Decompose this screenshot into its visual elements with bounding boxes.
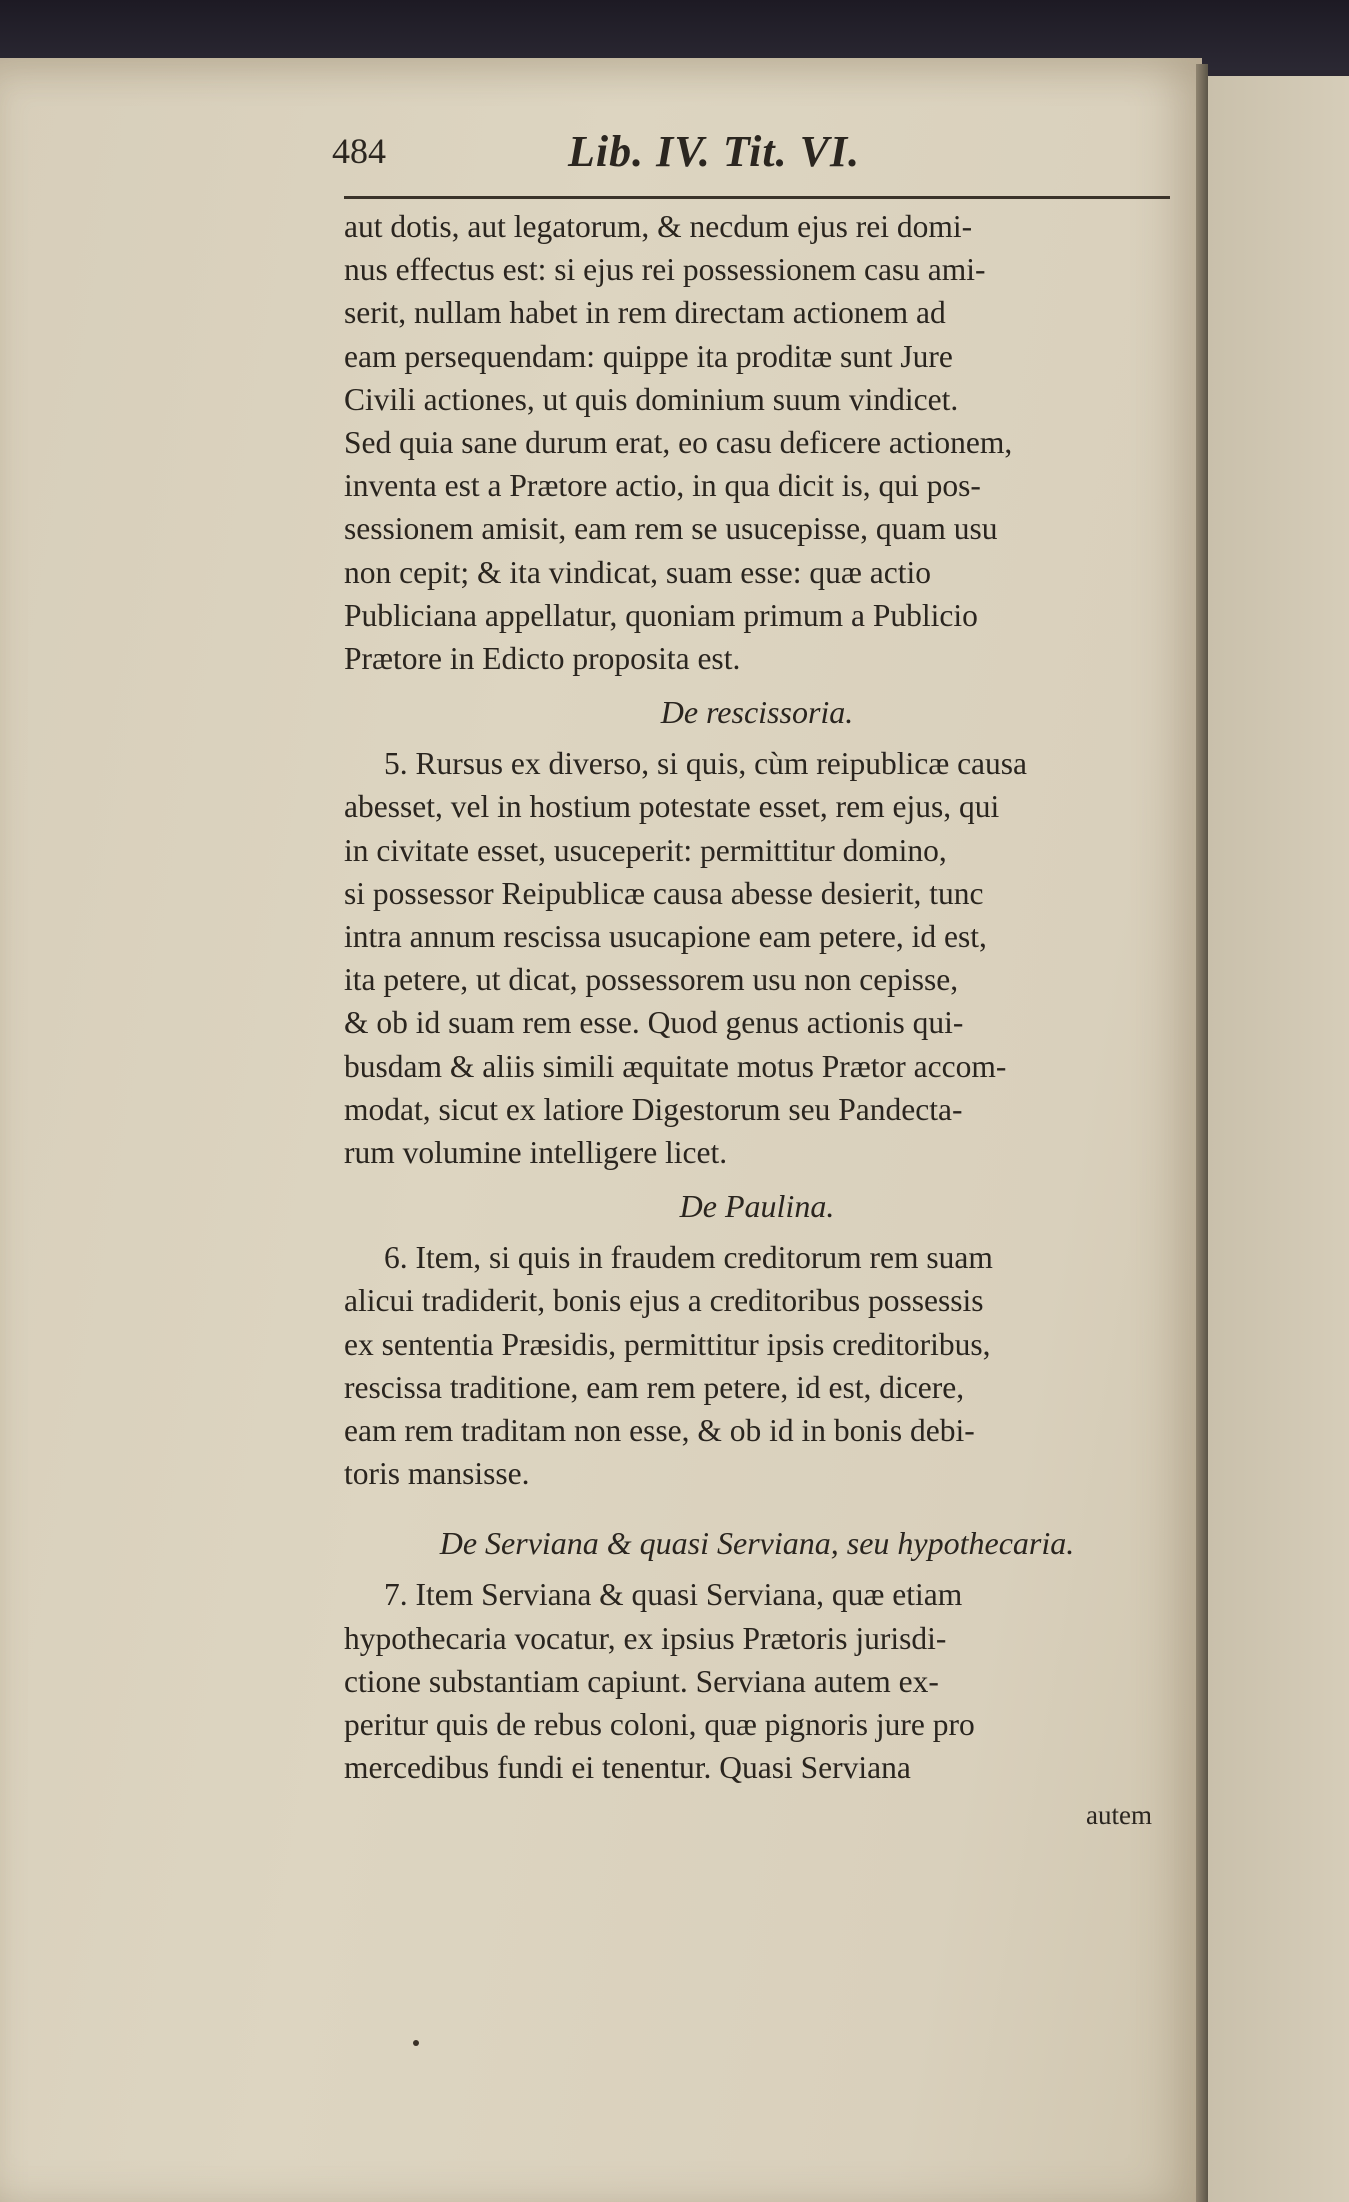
text-line: intra annum rescissa usucapione eam petere, id est,	[344, 919, 987, 955]
body-text	[344, 205, 1170, 1790]
text-line: toris mansisse.	[344, 1456, 530, 1492]
running-head	[332, 126, 1172, 186]
text-line: rum volumine intelligere licet.	[344, 1135, 728, 1171]
paragraph-serviana	[344, 1573, 1170, 1789]
text-line: & ob id suam rem esse. Quod genus actionis qui-	[344, 1005, 964, 1041]
paragraph-paulina	[344, 1236, 1170, 1495]
running-title: Lib. IV. Tit. VI.	[568, 127, 861, 176]
text-line: mercedibus fundi ei tenentur. Quasi Serviana	[344, 1750, 911, 1786]
text-line: 6. Item, si quis in fraudem creditorum rem suam	[384, 1240, 993, 1276]
text-line: Prætore in Edicto proposita est.	[344, 641, 741, 677]
text-line: busdam & aliis simili æquitate motus Prætor accom-	[344, 1048, 1007, 1084]
header-rule	[344, 196, 1170, 199]
section-heading-serviana: De Serviana & quasi Serviana, seu hypothecaria.	[439, 1525, 1075, 1562]
paragraph-publiciana	[344, 205, 1170, 680]
text-line: ctione substantiam capiunt. Serviana autem ex-	[344, 1663, 939, 1699]
text-line: sessionem amisit, eam rem se usucepisse, quam usu	[344, 511, 998, 547]
ink-speck	[413, 2040, 419, 2046]
text-line: modat, sicut ex latiore Digestorum seu Pandecta-	[344, 1091, 963, 1127]
text-line: non cepit; & ita vindicat, suam esse: quæ actio	[344, 554, 931, 590]
catchword: autem	[1086, 1800, 1152, 1830]
text-line: nus effectus est: si ejus rei possessionem casu ami-	[344, 252, 986, 288]
page-gutter-shadow	[1196, 64, 1208, 2202]
text-line: 7. Item Serviana & quasi Serviana, quæ etiam	[384, 1577, 963, 1613]
text-line: inventa est a Prætore actio, in qua dicit is, qui pos-	[344, 468, 981, 504]
facing-page-edge	[1208, 76, 1349, 2202]
paragraph-rescissoria	[344, 742, 1170, 1174]
text-line: alicui tradiderit, bonis ejus a creditoribus possessis	[344, 1283, 984, 1319]
page-number: 484	[332, 131, 386, 171]
text-line: 5. Rursus ex diverso, si quis, cùm reipublicæ causa	[384, 746, 1028, 782]
text-line: eam rem traditam non esse, & ob id in bonis debi-	[344, 1413, 975, 1449]
text-line: abesset, vel in hostium potestate esset, rem ejus, qui	[344, 789, 1000, 825]
text-line: rescissa traditione, eam rem petere, id est, dicere,	[344, 1369, 965, 1405]
section-heading-paulina: De Paulina.	[679, 1188, 835, 1225]
text-line: in civitate esset, usuceperit: permittitur domino,	[344, 832, 947, 868]
text-line: ita petere, ut dicat, possessorem usu non cepisse,	[344, 962, 959, 998]
text-line: Sed quia sane durum erat, eo casu deficere actionem,	[344, 425, 1013, 461]
text-line: Civili actiones, ut quis dominium suum vindicet.	[344, 381, 959, 417]
text-line: peritur quis de rebus coloni, quæ pignoris jure pro	[344, 1707, 975, 1743]
text-line: si possessor Reipublicæ causa abesse desierit, tunc	[344, 875, 984, 911]
text-line: hypothecaria vocatur, ex ipsius Prætoris jurisdi-	[344, 1620, 947, 1656]
text-line: serit, nullam habet in rem directam actionem ad	[344, 295, 946, 331]
text-line: eam persequendam: quippe ita proditæ sunt Jure	[344, 338, 953, 374]
text-line: ex sententia Præsidis, permittitur ipsis creditoribus,	[344, 1326, 991, 1362]
section-heading-rescissoria: De rescissoria.	[660, 694, 854, 731]
text-line: Publiciana appellatur, quoniam primum a Publicio	[344, 597, 978, 633]
text-line: aut dotis, aut legatorum, & necdum ejus rei domi-	[344, 209, 973, 244]
